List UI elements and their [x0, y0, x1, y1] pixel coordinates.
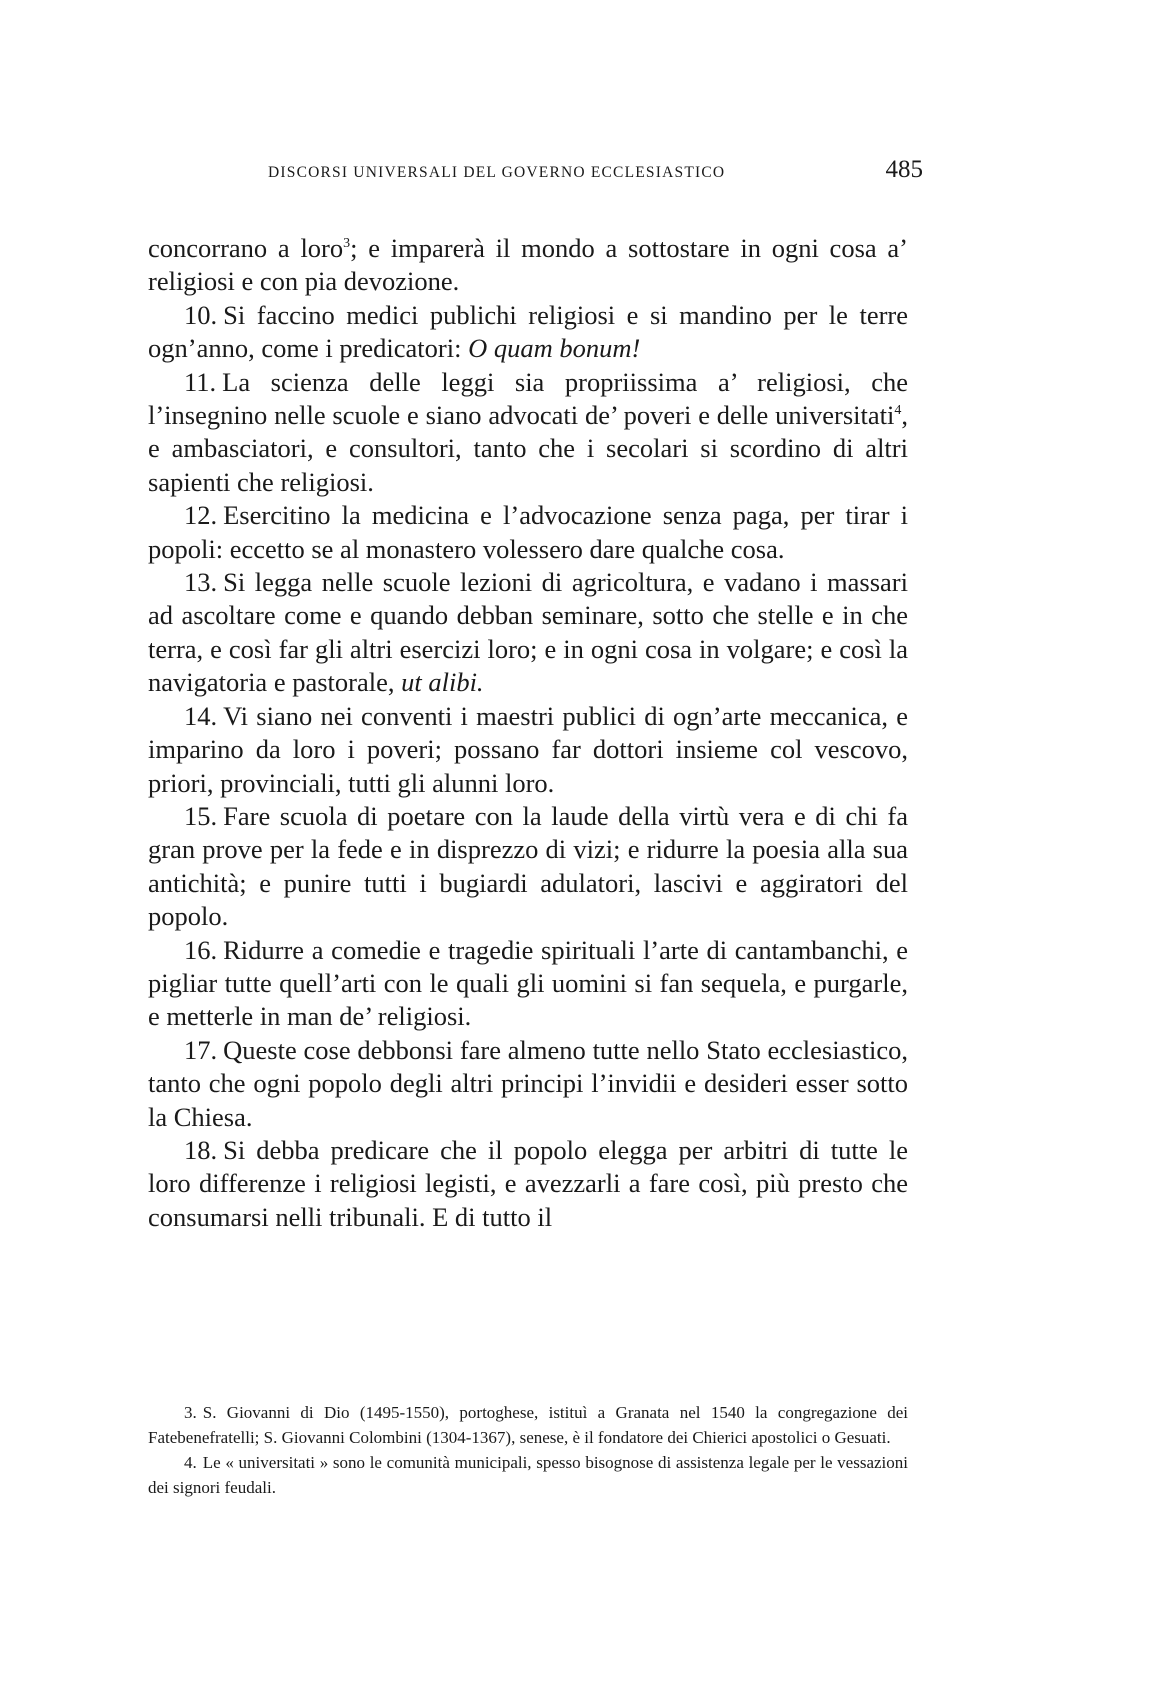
- footnotes: [148, 1400, 908, 1500]
- paragraph-text: Ridurre a comedie e tragedie spirituali l’arte di cantambanchi, e pigliar tutte quell’arti con le quali gli uomini si fan sequela, e purgarle, e metterle in man de’ religiosi.: [148, 934, 908, 1032]
- paragraph-number: 13.: [184, 567, 218, 598]
- paragraph-16: [148, 934, 908, 1034]
- paragraph-text: Si legga nelle scuole lezioni di agricoltura, e vadano i massari ad ascoltare come e quando debban seminare, sotto che stelle e in che terra, e così far gli altri esercizi loro; e in ogni cosa in volgare; e così la navigatoria e pastorale,: [148, 567, 908, 698]
- footnote-3: [148, 1400, 908, 1450]
- footnote-text: Le « universitati » sono le comunità municipali, spesso bisognose di assistenza legale per le vessazioni dei signori feudali.: [148, 1453, 908, 1497]
- paragraph-text: concorrano a loro: [148, 233, 344, 263]
- running-header: [148, 158, 933, 188]
- paragraph-13: [148, 566, 908, 700]
- paragraph-text: Si faccino medici publichi religiosi e si mandino per le terre ogn’anno, come i predicatori:: [148, 299, 908, 364]
- footnote-number: 4.: [184, 1453, 197, 1472]
- paragraph-text: ; e imparerà il mondo a sottostare in ogni cosa a’ religiosi e con pia devozione.: [148, 233, 908, 297]
- latin-phrase: ut alibi.: [401, 667, 484, 698]
- footnote-text: S. Giovanni di Dio (1495-1550), portoghese, istituì a Granata nel 1540 la congregazione dei Fatebenefratelli; S. Giovanni Colombini (1304-1367), senese, è il fondatore dei Chierici apostolici o Gesuati.: [148, 1403, 908, 1447]
- paragraph-15: [148, 800, 908, 934]
- paragraph-18: [148, 1134, 908, 1234]
- paragraph-text: Queste cose debbonsi fare almeno tutte nello Stato ecclesiastico, tanto che ogni popolo degli altri principi l’invidii e desideri esser sotto la Chiesa.: [148, 1034, 908, 1132]
- paragraph-number: 11.: [184, 366, 217, 397]
- paragraph-number: 12.: [184, 500, 218, 531]
- latin-phrase: O quam bonum!: [468, 333, 641, 364]
- paragraph-number: 18.: [184, 1134, 218, 1165]
- paragraph-text: Fare scuola di poetare con la laude della virtù vera e di chi fa gran prove per la fede e in disprezzo di vizi; e ridurre la poesia alla sua antichità; e punire tutti i bugiardi adulatori, lascivi e aggiratori del popolo.: [148, 800, 908, 932]
- paragraph-number: 17.: [184, 1034, 218, 1065]
- running-title: DISCORSI UNIVERSALI DEL GOVERNO ECCLESIASTICO: [268, 164, 726, 181]
- paragraph-text: Esercitino la medicina e l’advocazione senza paga, per tirar i popoli: eccetto se al monastero volessero dare qualche cosa.: [148, 500, 908, 564]
- footnote-4: [148, 1450, 908, 1500]
- paragraph-number: 16.: [184, 934, 218, 965]
- footnote-ref-4: 4: [894, 403, 902, 419]
- paragraph-number: 14.: [184, 700, 218, 731]
- paragraph-17: [148, 1034, 908, 1134]
- paragraph-12: [148, 499, 908, 566]
- paragraph-number: 10.: [184, 299, 218, 330]
- main-text: [148, 232, 908, 1234]
- paragraph-number: 15.: [184, 800, 218, 831]
- paragraph-11: [148, 366, 908, 500]
- paragraph-10: [148, 299, 908, 366]
- page-number: 485: [885, 156, 923, 183]
- paragraph-text: , e ambasciatori, e consultori, tanto che i secolari si scordino di altri sapienti che religiosi.: [148, 400, 908, 497]
- footnote-number: 3.: [184, 1403, 197, 1422]
- footnote-ref-3: 3: [343, 236, 351, 251]
- paragraph-intro: [148, 232, 908, 299]
- paragraph-14: [148, 700, 908, 800]
- paragraph-text: Vi siano nei conventi i maestri publici di ogn’arte meccanica, e imparino da loro i poveri; possano far dottori insieme col vescovo, priori, provinciali, tutti gli alunni loro.: [148, 700, 908, 798]
- paragraph-text: Si debba predicare che il popolo elegga per arbitri di tutte le loro differenze i religiosi legisti, e avezzarli a fare così, più presto che consumarsi nelli tribunali. E di tutto il: [148, 1134, 908, 1232]
- paragraph-text: La scienza delle leggi sia propriissima a’ religiosi, che l’insegnino nelle scuole e siano advocati de’ poveri e delle universitati: [148, 366, 908, 431]
